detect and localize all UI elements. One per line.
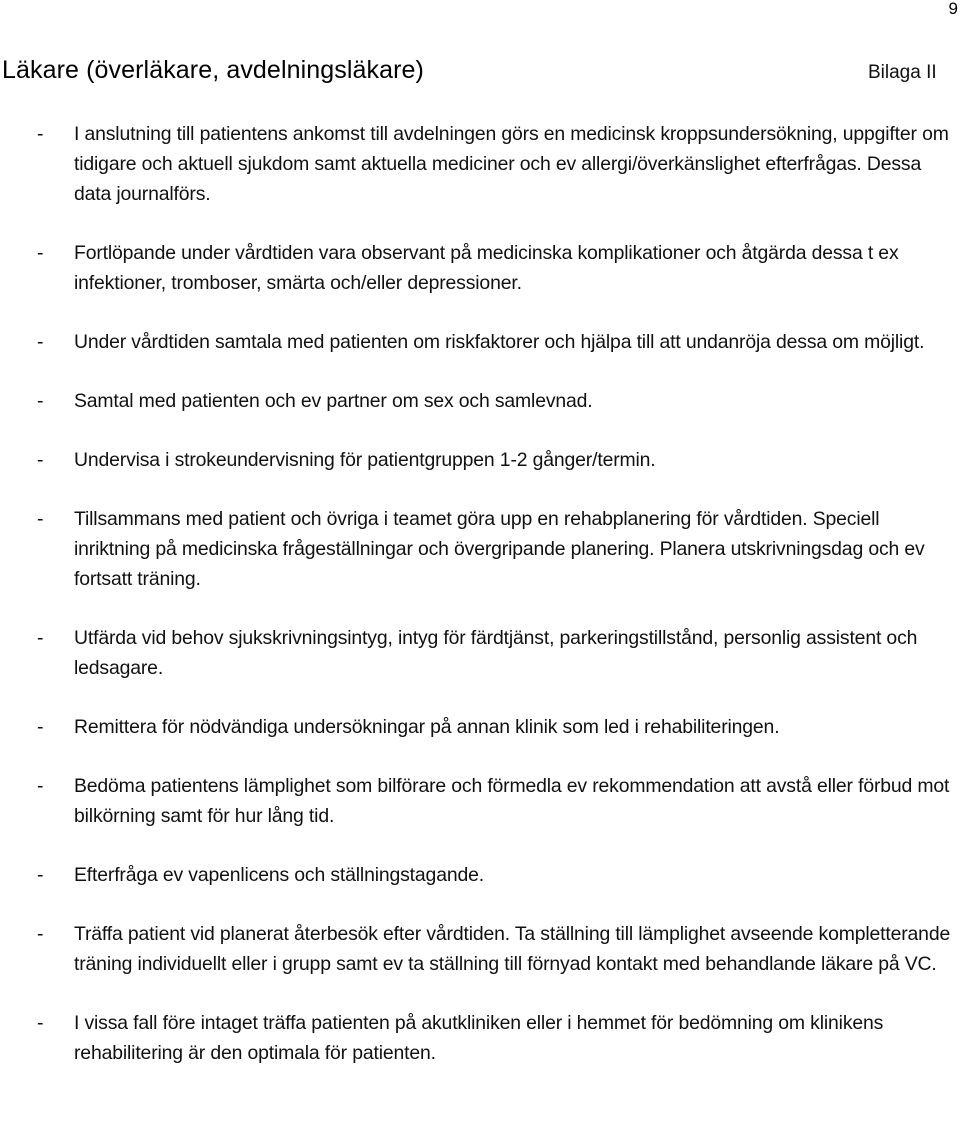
list-item: [0, 504, 960, 594]
list-item: [0, 1008, 960, 1068]
list-item: [0, 445, 960, 475]
list-item: [0, 386, 960, 416]
list-dash: -: [37, 331, 44, 353]
duties-list: [0, 119, 960, 1097]
list-item: [0, 238, 960, 298]
list-item-text: I vissa fall före intaget träffa patienten på akutkliniken eller i hemmet för bedömning om klinikens rehabilitering är den optimala för patienten.: [74, 1012, 884, 1064]
list-dash: -: [37, 1012, 44, 1034]
list-item: [0, 327, 960, 357]
list-dash: -: [37, 242, 44, 264]
list-item: [0, 771, 960, 831]
list-dash: -: [37, 123, 44, 145]
list-item: [0, 919, 960, 979]
list-dash: -: [37, 449, 44, 471]
list-item-text: Remittera för nödvändiga undersökningar på annan klinik som led i rehabiliteringen.: [74, 716, 780, 738]
list-dash: -: [37, 627, 44, 649]
list-dash: -: [37, 390, 44, 412]
list-dash: -: [37, 923, 44, 945]
list-item-text: Efterfråga ev vapenlicens och ställningstagande.: [74, 864, 484, 886]
list-item: [0, 712, 960, 742]
list-dash: -: [37, 775, 44, 797]
list-item-text: Fortlöpande under vårdtiden vara observant på medicinska komplikationer och åtgärda dessa t ex infektioner, tromboser, smärta och/eller depressioner.: [74, 242, 899, 294]
list-item-text: Tillsammans med patient och övriga i teamet göra upp en rehabplanering för vårdtiden. Speciell inriktning på medicinska frågeställningar och övergripande planering. Planera utskrivningsdag och ev fortsatt träning.: [74, 508, 925, 590]
list-item-text: Undervisa i strokeundervisning för patientgruppen 1-2 gånger/termin.: [74, 449, 656, 471]
list-dash: -: [37, 864, 44, 886]
list-dash: -: [37, 716, 44, 738]
list-item: [0, 119, 960, 209]
list-item-text: Under vårdtiden samtala med patienten om riskfaktorer och hjälpa till att undanröja dessa om möjligt.: [74, 331, 925, 353]
appendix-label: Bilaga II: [868, 62, 937, 83]
page-number: 9: [948, 0, 958, 18]
page-title: Läkare (överläkare, avdelningsläkare): [2, 56, 424, 84]
list-item-text: Utfärda vid behov sjukskrivningsintyg, intyg för färdtjänst, parkeringstillstånd, personlig assistent och ledsagare.: [74, 627, 918, 679]
list-dash: -: [37, 508, 44, 530]
list-item-text: I anslutning till patientens ankomst till avdelningen görs en medicinsk kroppsundersökning, uppgifter om tidigare och aktuell sjukdom samt aktuella mediciner och ev allergi/överkänslighet efterfrågas. Dessa data journalförs.: [74, 123, 949, 205]
list-item: [0, 860, 960, 890]
list-item: [0, 623, 960, 683]
list-item-text: Bedöma patientens lämplighet som bilförare och förmedla ev rekommendation att avstå eller förbud mot bilkörning samt för hur lång tid.: [74, 775, 950, 827]
list-item-text: Träffa patient vid planerat återbesök efter vårdtiden. Ta ställning till lämplighet avseende kompletterande träning individuellt eller i grupp samt ev ta ställning till förnyad kontakt med behandlande läkare på VC.: [74, 923, 951, 975]
list-item-text: Samtal med patienten och ev partner om sex och samlevnad.: [74, 390, 593, 412]
